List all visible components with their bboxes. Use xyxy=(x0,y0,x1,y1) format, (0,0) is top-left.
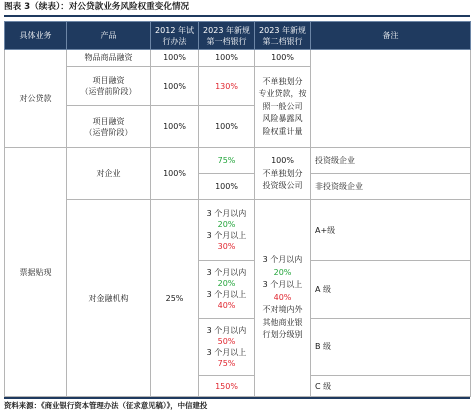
tier2-fin-line3: 3 个月以上 xyxy=(262,280,303,290)
business-bills: 票据贴现 xyxy=(5,148,67,397)
note-investment-grade: 投资级企业 xyxy=(311,148,471,174)
cell-tier2-project-merged xyxy=(255,66,311,148)
note-grade-c: C 级 xyxy=(311,376,471,397)
cell-tier1-fin-aplus xyxy=(199,200,255,261)
fin-aplus-line3: 3 个月以上 xyxy=(206,231,247,241)
tier2-enterprise-line2: 不单独划分 xyxy=(262,168,303,178)
cell-2012-commodity: 100% xyxy=(151,50,199,67)
header-tier1 xyxy=(199,22,255,50)
header-business: 具体业务 xyxy=(5,22,67,50)
product-project-pre-line1: 项目融资 xyxy=(92,76,125,86)
note-grade-aplus: A+级 xyxy=(311,200,471,261)
note-corporate-empty xyxy=(311,50,471,148)
product-financial: 对金融机构 xyxy=(67,200,151,397)
tier2-project-line2: 专业贷款，按 xyxy=(258,89,307,99)
cell-2012-project-pre: 100% xyxy=(151,66,199,106)
header-2012-line1: 2012 年试 xyxy=(155,25,194,35)
note-grade-a: A 级 xyxy=(311,261,471,318)
fin-a-line3: 3 个月以上 xyxy=(206,290,247,300)
tier2-fin-line1: 3 个月以内 xyxy=(262,255,303,265)
figure-title: 图表 3（续表）：对公贷款业务风险权重变化情况 xyxy=(4,2,190,12)
fin-b-line4: 75% xyxy=(217,358,236,368)
cell-tier2-commodity: 100% xyxy=(255,50,311,67)
cell-tier2-financial xyxy=(255,200,311,397)
cell-2012-enterprise: 100% xyxy=(151,148,199,200)
header-tier1-line2: 第一档银行 xyxy=(206,36,247,46)
header-product: 产品 xyxy=(67,22,151,50)
fin-b-line3: 3 个月以上 xyxy=(206,347,247,357)
header-note: 备注 xyxy=(311,22,471,50)
cell-tier1-fin-b xyxy=(199,318,255,375)
tier2-project-line4: 风险暴露风 xyxy=(262,114,303,124)
product-project-op-line1: 项目融资 xyxy=(92,116,125,126)
note-grade-b: B 级 xyxy=(311,318,471,375)
title-rule xyxy=(4,15,470,17)
product-project-op xyxy=(67,106,151,148)
tier2-project-line3: 照一般公司 xyxy=(262,101,303,111)
cell-2012-financial: 25% xyxy=(151,200,199,397)
cell-tier1-enterprise-inv: 75% xyxy=(199,148,255,174)
source-note: 资料来源：《商业银行资本管理办法（征求意见稿）》，中信建投 xyxy=(4,401,208,410)
fin-b-line2: 50% xyxy=(217,336,236,346)
header-2012 xyxy=(151,22,199,50)
fin-b-line1: 3 个月以内 xyxy=(206,325,247,335)
fin-a-line1: 3 个月以内 xyxy=(206,268,247,278)
header-tier1-line1: 2023 年新规 xyxy=(203,25,250,35)
fin-a-line2: 20% xyxy=(217,279,236,289)
tier2-project-line5: 险权重计量 xyxy=(262,126,303,136)
fin-a-line4: 40% xyxy=(217,301,236,311)
tier2-fin-line5: 不对境内外 xyxy=(262,305,303,315)
cell-2012-project-op: 100% xyxy=(151,106,199,148)
tier2-project-line1: 不单独划分 xyxy=(262,76,303,86)
tier2-fin-line4: 40% xyxy=(273,292,292,302)
cell-tier1-project-pre: 130% xyxy=(199,66,255,106)
note-non-investment-grade: 非投资级企业 xyxy=(311,174,471,200)
cell-tier1-project-op: 100% xyxy=(199,106,255,148)
tier2-enterprise-line3: 投资级公司 xyxy=(262,181,303,191)
fin-aplus-line1: 3 个月以内 xyxy=(206,209,247,219)
tier2-fin-line7: 行划分级别 xyxy=(262,330,303,340)
header-tier2-line2: 第二档银行 xyxy=(262,36,303,46)
risk-weight-table xyxy=(4,21,471,397)
cell-tier2-enterprise xyxy=(255,148,311,200)
business-corporate: 对公贷款 xyxy=(5,50,67,148)
bottom-rule xyxy=(4,397,470,399)
header-2012-line2: 行办法 xyxy=(162,36,187,46)
tier2-enterprise-line1: 100% xyxy=(271,156,294,166)
cell-tier1-commodity: 100% xyxy=(199,50,255,67)
header-tier2 xyxy=(255,22,311,50)
header-tier2-line1: 2023 年新规 xyxy=(259,25,306,35)
cell-tier1-fin-c: 150% xyxy=(199,376,255,397)
cell-tier1-enterprise-noninv: 100% xyxy=(199,174,255,200)
fin-aplus-line2: 20% xyxy=(217,220,236,230)
product-project-op-line2: （运营阶段） xyxy=(84,127,133,137)
product-project-pre xyxy=(67,66,151,106)
product-commodity: 物品商品融资 xyxy=(67,50,151,67)
product-project-pre-line2: （运营前阶段） xyxy=(80,87,137,97)
tier2-fin-line6: 其他商业银 xyxy=(262,317,303,327)
tier2-fin-line2: 20% xyxy=(273,267,292,277)
product-enterprise: 对企业 xyxy=(67,148,151,200)
cell-tier1-fin-a xyxy=(199,261,255,318)
fin-aplus-line4: 30% xyxy=(217,242,236,252)
